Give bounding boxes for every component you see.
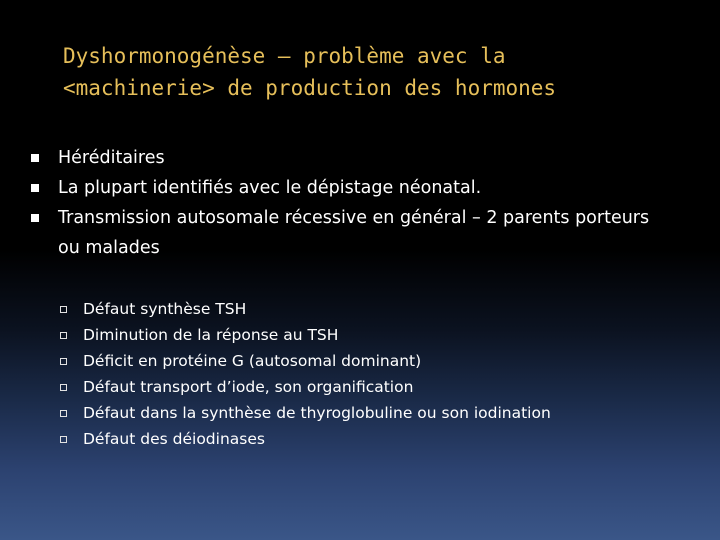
bullet-text: La plupart identifiés avec le dépistage néonatal. (58, 178, 482, 198)
slide-title-line-1: Dyshormonogénèse – problème avec la (63, 44, 506, 68)
slide-title (63, 40, 693, 104)
hollow-square-bullet-icon (60, 410, 67, 417)
hollow-square-bullet-icon (60, 384, 67, 391)
sub-bullet-text: Défaut dans la synthèse de thyroglobuline ou son iodination (83, 404, 551, 422)
hollow-square-bullet-icon (60, 436, 67, 443)
sub-bullet-item (58, 322, 698, 348)
sub-bullet-item (58, 400, 698, 426)
bullet-text: Transmission autosomale récessive en général – 2 parents porteurs ou malades (58, 208, 650, 258)
sub-bullet-item (58, 296, 698, 322)
slide-title-line-2: <machinerie> de production des hormones (63, 76, 557, 100)
sub-bullet-text: Déficit en protéine G (autosomal dominant) (83, 352, 422, 370)
sub-bullet-text: Défaut des déiodinases (83, 430, 265, 448)
square-bullet-icon (31, 214, 39, 222)
sub-bullet-item (58, 374, 698, 400)
hollow-square-bullet-icon (60, 306, 67, 313)
bullet-item (30, 173, 670, 203)
square-bullet-icon (31, 154, 39, 162)
sub-bullet-text: Défaut synthèse TSH (83, 300, 247, 318)
sub-bullet-item (58, 348, 698, 374)
sub-bullet-list (58, 296, 698, 452)
sub-bullet-text: Défaut transport d’iode, son organification (83, 378, 414, 396)
bullet-list (30, 143, 670, 263)
hollow-square-bullet-icon (60, 358, 67, 365)
bullet-item (30, 143, 670, 173)
sub-bullet-item (58, 426, 698, 452)
bullet-item (30, 203, 670, 263)
hollow-square-bullet-icon (60, 332, 67, 339)
sub-bullet-text: Diminution de la réponse au TSH (83, 326, 339, 344)
square-bullet-icon (31, 184, 39, 192)
bullet-text: Héréditaires (58, 148, 165, 168)
